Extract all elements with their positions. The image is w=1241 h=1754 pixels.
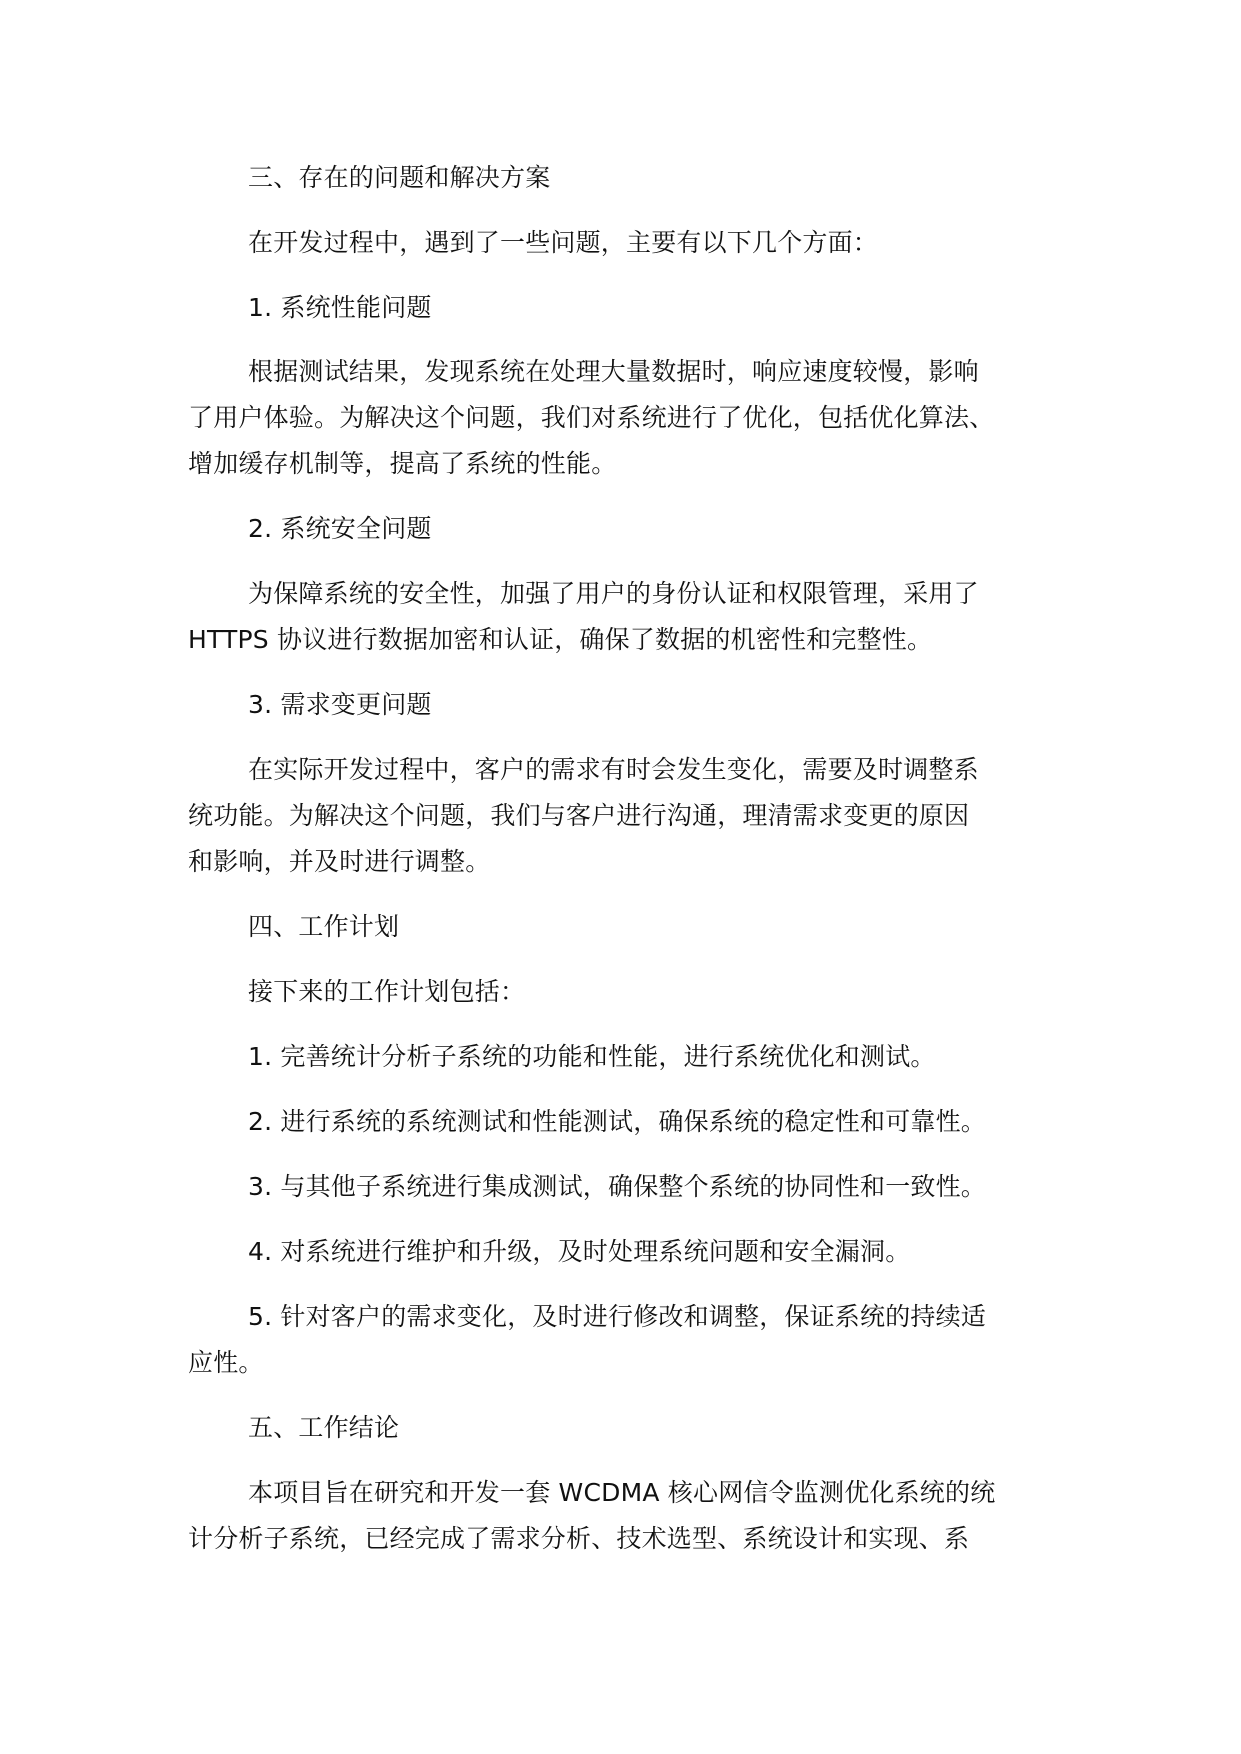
section-heading-plan: 四、工作计划 [248, 912, 400, 941]
paragraph-line: 在开发过程中，遇到了一些问题，主要有以下几个方面： [248, 228, 879, 257]
paragraph-line: 了用户体验。为解决这个问题，我们对系统进行了优化，包括优化算法、 [188, 403, 995, 432]
plan-item: 3. 与其他子系统进行集成测试，确保整个系统的协同性和一致性。 [248, 1172, 987, 1201]
paragraph-line: 在实际开发过程中，客户的需求有时会发生变化，需要及时调整系 [248, 755, 979, 784]
plan-item: 2. 进行系统的系统测试和性能测试，确保系统的稳定性和可靠性。 [248, 1107, 987, 1136]
paragraph-line: 为保障系统的安全性，加强了用户的身份认证和权限管理，采用了 [248, 579, 979, 608]
paragraph-line: HTTPS 协议进行数据加密和认证，确保了数据的机密性和完整性。 [188, 625, 933, 654]
paragraph-line: 根据测试结果，发现系统在处理大量数据时，响应速度较慢，影响 [248, 357, 979, 386]
paragraph-line: 接下来的工作计划包括： [248, 977, 526, 1006]
plan-item: 1. 完善统计分析子系统的功能和性能，进行系统优化和测试。 [248, 1042, 936, 1071]
paragraph-line: 增加缓存机制等，提高了系统的性能。 [188, 449, 617, 478]
subheading-requirements: 3. 需求变更问题 [248, 690, 432, 719]
plan-item: 5. 针对客户的需求变化，及时进行修改和调整，保证系统的持续适 [248, 1302, 987, 1331]
plan-item-continuation: 应性。 [188, 1348, 264, 1377]
paragraph-line: 计分析子系统，已经完成了需求分析、技术选型、系统设计和实现、系 [188, 1524, 970, 1553]
subheading-performance: 1. 系统性能问题 [248, 293, 432, 322]
paragraph-line: 本项目旨在研究和开发一套 WCDMA 核心网信令监测优化系统的统 [248, 1478, 996, 1507]
paragraph-line: 统功能。为解决这个问题，我们与客户进行沟通，理清需求变更的原因 [188, 801, 970, 830]
subheading-security: 2. 系统安全问题 [248, 514, 432, 543]
paragraph-line: 和影响，并及时进行调整。 [188, 847, 491, 876]
plan-item: 4. 对系统进行维护和升级，及时处理系统问题和安全漏洞。 [248, 1237, 911, 1266]
section-heading-conclusion: 五、工作结论 [248, 1413, 400, 1442]
section-heading-problems: 三、存在的问题和解决方案 [248, 163, 551, 192]
